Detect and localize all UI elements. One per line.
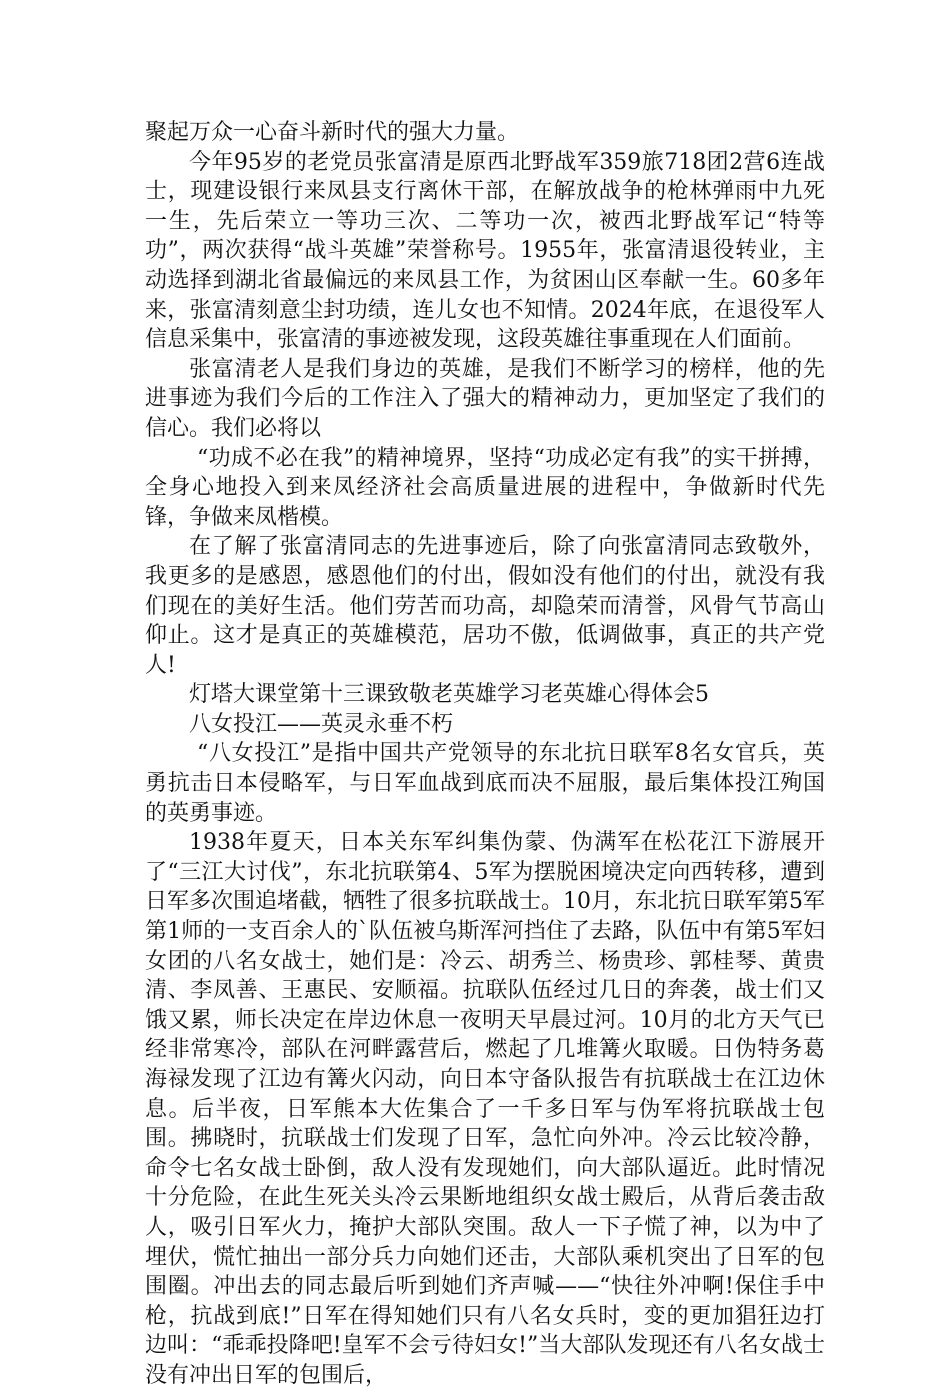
paragraph-gratitude: 在了解了张富清同志的先进事迹后，除了向张富清同志致敬外，我更多的是感恩，感恩他们的付出，假如没有他们的付出，就没有我们现在的美好生活。他们劳苦而功高，却隐荣而清誉，风骨气节高山仰止。这才是真正的英雄模范，居功不傲，低调做事，真正的共产党人! xyxy=(145,534,825,678)
paragraph-banv-toujiang-definition: “八女投江”是指中国共产党领导的东北抗日联军8名女官兵，英勇抗击日本侵略军，与日军血战到底而决不屈服，最后集体投江殉国的英勇事迹。 xyxy=(145,741,825,826)
paragraph-gongcheng: “功成不必在我”的精神境界，坚持“功成必定有我”的实干拼搏，全身心地投入到来凤经济社会高质量进展的进程中，争做新时代先锋，争做来凤楷模。 xyxy=(145,445,825,530)
section-subheading: 八女投江——英灵永垂不朽 xyxy=(189,711,454,737)
paragraph-zhang-fuqing-intro: 今年95岁的老党员张富清是原西北野战军359旅718团2营6连战士，现建设银行来凤县支行离休干部，在解放战争的枪林弹雨中九死一生，先后荣立一等功三次、二等功一次，被西北野战军记“特等功”，两次获得“战斗英雄”荣誉称号。1955年，张富清退役转业，主动选择到湖北省最偏远的来凤县工作，为贫困山区奉献一生。60多年来，张富清刻意尘封功绩，连儿女也不知情。2024年底，在退役军人信息采集中，张富清的事迹被发现，这段英雄往事重现在人们面前。 xyxy=(145,149,825,353)
document-body xyxy=(145,118,825,1391)
section-heading: 灯塔大课堂第十三课致敬老英雄学习老英雄心得体会5 xyxy=(189,682,709,708)
paragraph-banv-toujiang-story: 1938年夏天，日本关东军纠集伪蒙、伪满军在松花江下游展开了“三江大讨伐”，东北抗联第4、5军为摆脱困境决定向西转移，遭到日军多次围追堵截，牺牲了很多抗联战士。10月，东北抗日联军第5军第1师的一支百余人的`队伍被乌斯浑河挡住了去路，队伍中有第5军妇女团的八名女战士，她们是：冷云、胡秀兰、杨贵珍、郭桂琴、黄贵清、李凤善、王惠民、安顺福。抗联队伍经过几日的奔袭，战士们又饿又累，师长决定在岸边休息一夜明天早晨过河。10月的北方天气已经非常寒冷，部队在河畔露营后，燃起了几堆篝火取暖。日伪特务葛海禄发现了江边有篝火闪动，向日本守备队报告有抗联战士在江边休息。后半夜，日军熊本大佐集合了一千多日军与伪军将抗联战士包围。拂晓时，抗联战士们发现了日军，急忙向外冲。冷云比较冷静，命令七名女战士卧倒，敌人没有发现她们，向大部队逼近。此时情况十分危险，在此生死关头冷云果断地组织女战士殿后，从背后袭击敌人，吸引日军火力，掩护大部队突围。敌人一下子慌了神，以为中了埋伏，慌忙抽出一部分兵力向她们还击，大部队乘机突出了日军的包围圈。冲出去的同志最后听到她们齐声喊——“快往外冲啊!保住手中枪，抗战到底!”日军在得知她们只有八名女兵时，变的更加猖狂边打边叫：“乖乖投降吧!皇军不会亏待妇女!”当大部队发现还有八名女战士没有冲出日军的包围后， xyxy=(145,830,825,1388)
paragraph-continuation: 聚起万众一心奋斗新时代的强大力量。 xyxy=(145,120,520,145)
paragraph-hero-example: 张富清老人是我们身边的英雄，是我们不断学习的榜样，他的先进事迹为我们今后的工作注入了强大的精神动力，更加坚定了我们的信心。我们必将以 xyxy=(145,356,825,441)
